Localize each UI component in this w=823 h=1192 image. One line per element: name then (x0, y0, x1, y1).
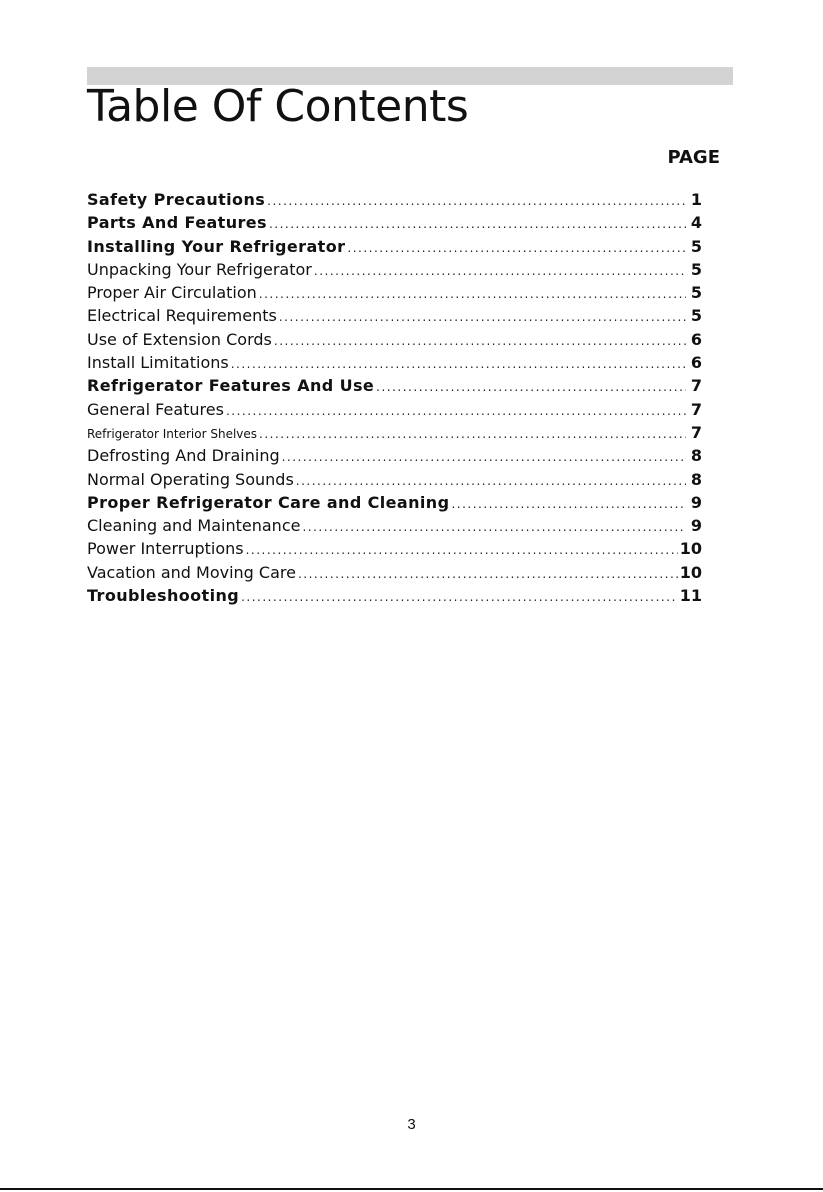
toc-entry-page: 10 (679, 539, 702, 559)
toc-leader-dots (274, 330, 686, 353)
toc-leader-dots (246, 539, 678, 562)
toc-entry-page: 7 (690, 376, 702, 396)
toc-leader-dots (269, 213, 686, 236)
toc-leader-dots (226, 400, 686, 423)
page-column-label: PAGE (667, 147, 720, 168)
toc-entry[interactable] (87, 374, 702, 397)
toc-entry[interactable] (87, 351, 702, 374)
toc-entry-title: Parts And Features (87, 213, 267, 233)
toc-entry[interactable] (87, 235, 702, 258)
toc-entry-page: 7 (690, 422, 702, 442)
toc-entry-page: 10 (679, 562, 702, 582)
toc-entry-title: Vacation and Moving Care (87, 562, 296, 582)
toc-entry[interactable] (87, 491, 702, 514)
toc-entry[interactable] (87, 468, 702, 491)
toc-entry-page: 5 (690, 306, 702, 326)
toc-entry-page: 6 (690, 329, 702, 349)
toc-entry-title: Refrigerator Features And Use (87, 376, 375, 396)
toc-entry-title: Proper Refrigerator Care and Cleaning (87, 492, 450, 512)
toc-entry-title: Troubleshooting (87, 586, 240, 606)
toc-entry-page: 6 (690, 353, 702, 373)
toc-entry-title: Installing Your Refrigerator (87, 236, 346, 256)
toc-entry[interactable] (87, 188, 702, 211)
toc-entry-title: Unpacking Your Refrigerator (87, 259, 312, 279)
toc-entry-title: Install Limitations (87, 353, 229, 373)
toc-entry-title: Normal Operating Sounds (87, 469, 294, 489)
toc-leader-dots (302, 516, 686, 539)
toc-entry[interactable] (87, 421, 702, 444)
toc-entry-title: Refrigerator Interior Shelves (87, 426, 258, 441)
toc-entry-page: 8 (690, 469, 702, 489)
toc-entry-page: 11 (679, 586, 702, 606)
toc-entry-page: 5 (690, 283, 702, 303)
page-number: 3 (407, 1116, 416, 1133)
toc-leader-dots (451, 493, 686, 516)
toc-entry-title: Electrical Requirements (87, 306, 277, 326)
toc-entry[interactable] (87, 304, 702, 327)
toc-leader-dots (347, 237, 686, 260)
toc-entry-title: Cleaning and Maintenance (87, 516, 301, 536)
toc-entry[interactable] (87, 537, 702, 560)
toc-entry[interactable] (87, 584, 702, 607)
toc-entry[interactable] (87, 258, 702, 281)
toc-leader-dots (298, 563, 678, 586)
toc-entry[interactable] (87, 211, 702, 234)
page-title: Table Of Contents (87, 81, 469, 132)
toc-leader-dots (314, 260, 686, 283)
toc-entry[interactable] (87, 328, 702, 351)
toc-entry[interactable] (87, 281, 702, 304)
toc-leader-dots (282, 446, 686, 469)
toc-entry-title: Defrosting And Draining (87, 446, 280, 466)
toc-entry-title: Use of Extension Cords (87, 329, 272, 349)
toc-leader-dots (259, 283, 686, 306)
toc-leader-dots (241, 586, 678, 609)
toc-leader-dots (296, 470, 686, 493)
table-of-contents (87, 188, 702, 607)
toc-entry-title: Power Interruptions (87, 539, 244, 559)
toc-entry-title: Safety Precautions (87, 190, 266, 209)
toc-leader-dots (279, 306, 686, 329)
toc-entry-page: 4 (690, 213, 702, 233)
toc-entry-page: 7 (690, 399, 702, 419)
bottom-rule (0, 1188, 823, 1190)
toc-leader-dots (259, 423, 686, 446)
toc-entry-page: 9 (690, 516, 702, 536)
toc-entry-title: Proper Air Circulation (87, 283, 257, 303)
toc-entry[interactable] (87, 561, 702, 584)
toc-leader-dots (231, 353, 686, 376)
toc-entry[interactable] (87, 514, 702, 537)
toc-entry-page: 5 (690, 259, 702, 279)
toc-leader-dots (267, 190, 686, 213)
toc-entry-page: 8 (690, 446, 702, 466)
toc-entry-title: General Features (87, 399, 224, 419)
toc-entry-page: 9 (690, 492, 702, 512)
toc-entry-page: 5 (690, 236, 702, 256)
toc-entry[interactable] (87, 398, 702, 421)
toc-entry-page: 1 (690, 190, 702, 209)
toc-entry[interactable] (87, 444, 702, 467)
toc-leader-dots (376, 376, 686, 399)
